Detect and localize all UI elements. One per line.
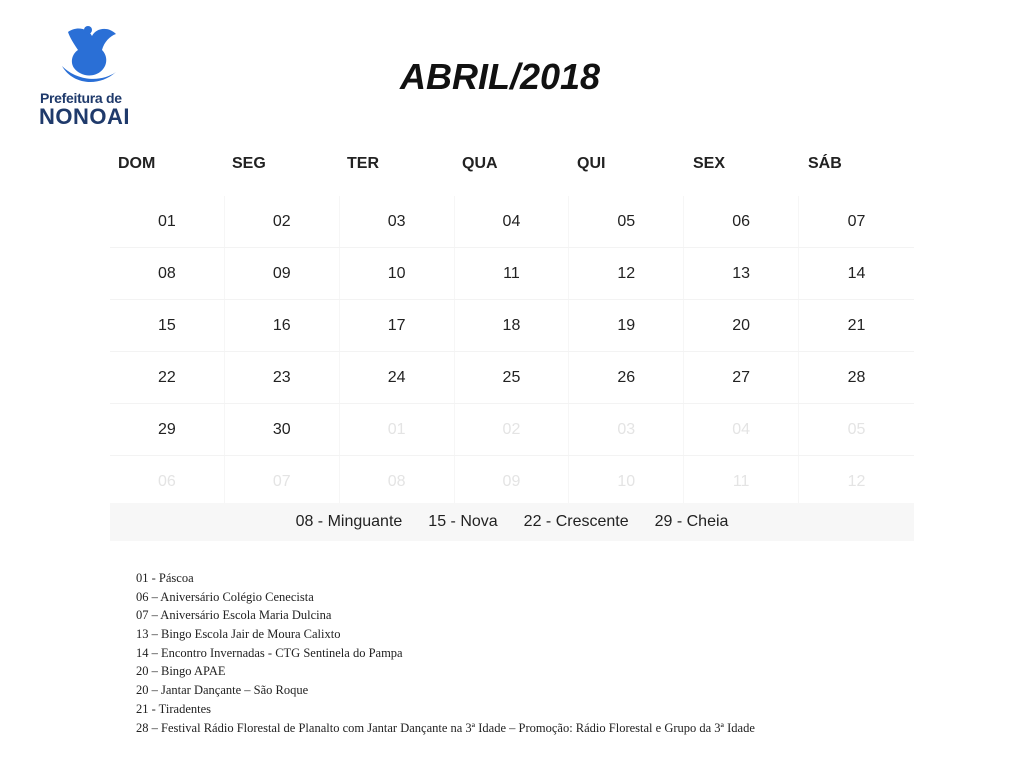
calendar-day: 05: [569, 196, 684, 247]
calendar-day: 14: [847, 265, 866, 282]
calendar-day: 18: [455, 300, 570, 351]
event-item: 20 – Jantar Dançante – São Roque: [136, 683, 309, 698]
calendar-week-row: [110, 300, 914, 352]
calendar-day: 28: [847, 369, 866, 386]
calendar-day-outside-month: 12: [847, 473, 866, 490]
calendar-day-outside-month: 10: [569, 456, 684, 507]
calendar-day: 01: [110, 196, 225, 247]
calendar-day: 04: [455, 196, 570, 247]
calendar-week-row: [110, 456, 914, 508]
calendar-week-row: [110, 352, 914, 404]
calendar-day: 26: [569, 352, 684, 403]
logo-line-2: NONOAI: [39, 104, 130, 129]
calendar-day: 30: [225, 404, 340, 455]
calendar-week-row: [110, 404, 914, 456]
calendar-day-outside-month: 05: [847, 421, 866, 438]
calendar-day: 06: [684, 196, 799, 247]
calendar-day: 15: [110, 300, 225, 351]
calendar-day-outside-month: 03: [569, 404, 684, 455]
event-item: 13 – Bingo Escola Jair de Moura Calixto: [136, 627, 341, 642]
calendar-day: 10: [340, 248, 455, 299]
calendar-day: 03: [340, 196, 455, 247]
event-item: 06 – Aniversário Colégio Cenecista: [136, 589, 314, 604]
calendar-day-outside-month: 06: [110, 456, 225, 507]
weekday-mon: SEG: [232, 155, 266, 172]
calendar-grid: [110, 196, 914, 508]
calendar-day: 17: [340, 300, 455, 351]
calendar-day: 19: [569, 300, 684, 351]
moon-phase-item: 08 - Minguante: [295, 513, 403, 530]
calendar-day: 23: [225, 352, 340, 403]
event-item: 14 – Encontro Invernadas - CTG Sentinela do Pampa: [136, 645, 403, 660]
calendar-day: 16: [225, 300, 340, 351]
calendar-day-outside-month: 01: [340, 404, 455, 455]
weekday-sun: DOM: [118, 155, 156, 172]
calendar-day: 09: [225, 248, 340, 299]
calendar-day: 22: [110, 352, 225, 403]
event-item: 21 - Tiradentes: [136, 701, 211, 716]
moon-phase-item: 15 - Nova: [428, 513, 498, 530]
event-item: 28 – Festival Rádio Florestal de Planalto com Jantar Dançante na 3ª Idade – Promoção: Rádio Florestal e Grupo da 3ª Idade: [136, 720, 755, 735]
calendar-day: 07: [847, 213, 866, 230]
moon-phase-item: 29 - Cheia: [654, 513, 729, 530]
calendar-day-outside-month: 04: [684, 404, 799, 455]
calendar-day: 25: [455, 352, 570, 403]
calendar-day: 02: [225, 196, 340, 247]
event-item: 01 - Páscoa: [136, 571, 194, 585]
page-title: ABRIL/2018: [399, 56, 601, 97]
calendar-day-outside-month: 07: [225, 456, 340, 507]
calendar-day: 08: [110, 248, 225, 299]
calendar-day-outside-month: 09: [455, 456, 570, 507]
event-item: 20 – Bingo APAE: [136, 664, 226, 679]
weekday-wed: QUA: [462, 155, 498, 172]
calendar-day: 12: [569, 248, 684, 299]
weekday-thu: QUI: [577, 155, 606, 172]
calendar-day: 21: [847, 317, 866, 334]
weekday-sat: SÁB: [808, 155, 842, 172]
calendar-day: 29: [110, 404, 225, 455]
calendar-day: 24: [340, 352, 455, 403]
weekday-tue: TER: [347, 155, 379, 172]
calendar-day: 13: [684, 248, 799, 299]
moon-phases-bar: [110, 503, 914, 541]
calendar-week-row: [110, 196, 914, 248]
logo-line-1: Prefeitura de: [40, 90, 122, 106]
calendar-week-row: [110, 248, 914, 300]
calendar-day: 11: [455, 248, 570, 299]
calendar-day: 20: [684, 300, 799, 351]
calendar-day-outside-month: 02: [455, 404, 570, 455]
moon-phase-item: 22 - Crescente: [523, 513, 629, 530]
calendar-day-outside-month: 08: [340, 456, 455, 507]
events-list: [136, 569, 755, 737]
calendar-day-outside-month: 11: [684, 456, 799, 507]
weekday-fri: SEX: [693, 155, 726, 172]
calendar-day: 27: [684, 352, 799, 403]
event-item: 07 – Aniversário Escola Maria Dulcina: [136, 608, 332, 623]
